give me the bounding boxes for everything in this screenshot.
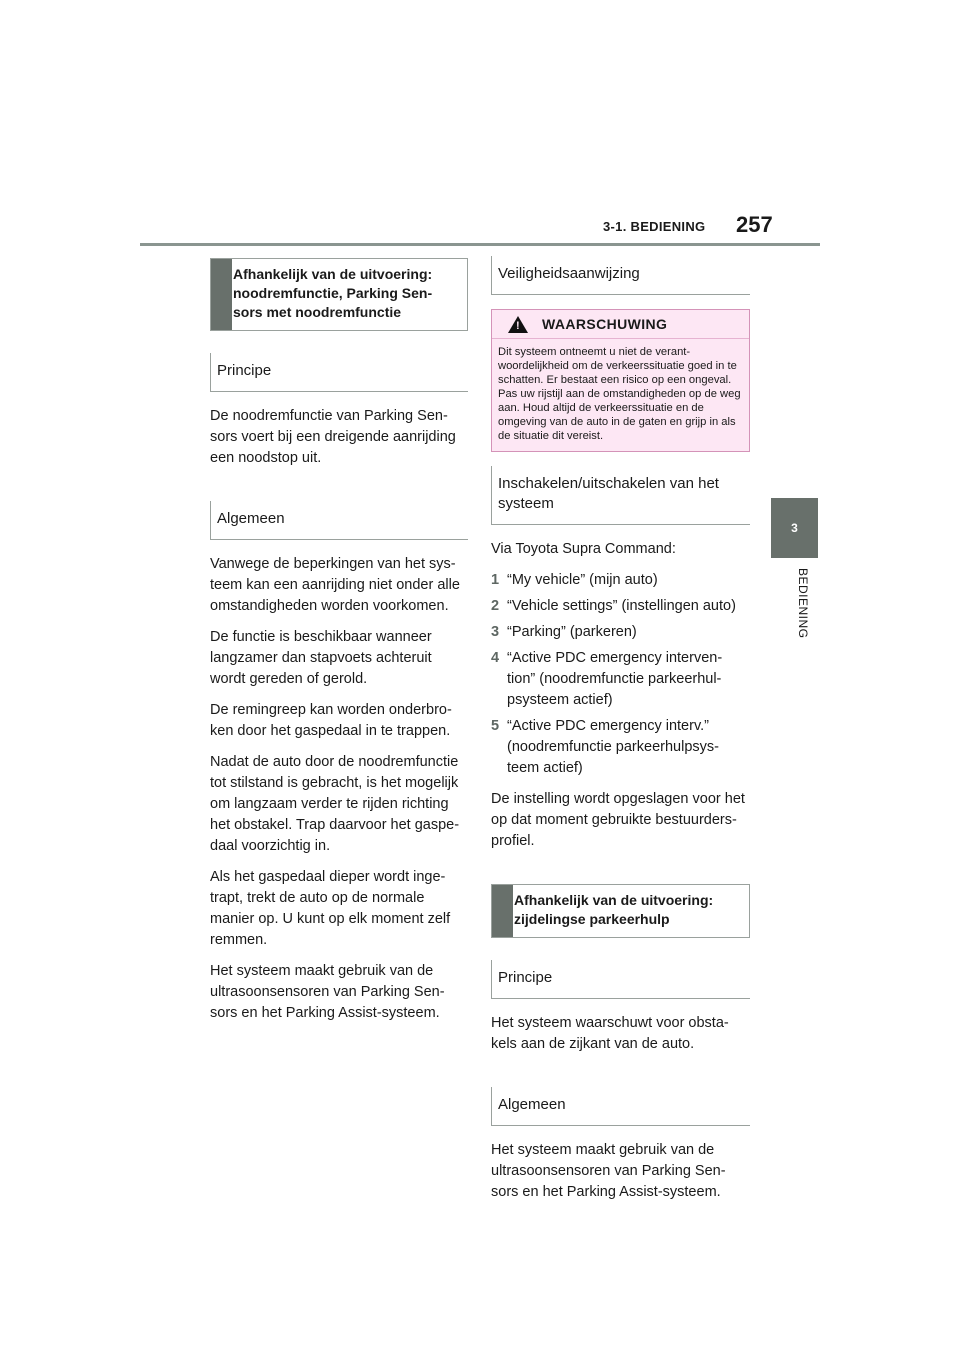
list-item: 5 “Active PDC emergency interv.” (noodremfunctie parkeerhulpsys-teem actief)	[491, 718, 719, 776]
warning-box	[491, 309, 750, 452]
paragraph: Het systeem maakt gebruik van de ultrasoonsensoren van Parking Sen-sors en het Parking Assist-systeem.	[491, 1142, 726, 1200]
paragraph: De functie is beschikbaar wanneer langzamer dan stapvoets achteruit wordt gereden of gerold.	[210, 629, 432, 687]
chapter-title-vertical: BEDIENING	[796, 568, 810, 639]
steps-list	[491, 570, 750, 779]
paragraph: Nadat de auto door de noodremfunctie tot stilstand is gebracht, is het mogelijk om langzaam verder te rijden richting het obstakel. Trap daarvoor het gaspe-daal voorzichtig in.	[210, 754, 460, 854]
paragraph: De noodremfunctie van Parking Sen-sors voert bij een dreigende aanrijding een noodstop uit.	[210, 408, 456, 466]
section-label: 3-1. BEDIENING	[603, 219, 706, 234]
heading-algemeen: Algemeen	[491, 1087, 750, 1126]
variant-line: noodremfunctie, Parking Sen-	[233, 285, 433, 301]
right-column	[491, 256, 750, 1213]
page-number: 257	[736, 212, 773, 237]
paragraph: De instelling wordt opgeslagen voor het op dat moment gebruikte bestuurders-profiel.	[491, 791, 745, 849]
heading-principe: Principe	[491, 960, 750, 999]
chapter-tab	[771, 498, 818, 558]
list-item: 2 “Vehicle settings” (instellingen auto)	[491, 598, 736, 614]
header-rule	[140, 243, 820, 246]
variant-line: Afhankelijk van de uitvoering:	[514, 892, 714, 908]
variant-box	[491, 884, 750, 938]
list-item: 3 “Parking” (parkeren)	[491, 624, 637, 640]
heading-inschakelen: Inschakelen/uitschakelen van het systeem	[491, 466, 750, 525]
list-item: 1 “My vehicle” (mijn auto)	[491, 572, 658, 588]
warning-triangle-icon: !	[508, 316, 528, 333]
paragraph: Het systeem waarschuwt voor obsta-kels aan de zijkant van de auto.	[491, 1015, 729, 1052]
heading-principe: Principe	[210, 353, 468, 392]
warning-header	[492, 310, 749, 339]
heading-veiligheid: Veiligheidsaanwijzing	[491, 256, 750, 295]
variant-box	[210, 258, 468, 331]
warning-text: Dit systeem ontneemt u niet de verant-woordelijkheid om de verkeerssituatie goed in te schatten. Er bestaat een risico op een ongeval. Pas uw rijstijl aan de omstandigheden op de weg aan. Houd altijd de verkeerssituatie en de omgeving van de auto in de gaten en grijp in als de situatie dit vereist.	[498, 346, 741, 442]
paragraph: Via Toyota Supra Command:	[491, 541, 676, 557]
chapter-number: 3	[791, 521, 798, 535]
paragraph: Vanwege de beperkingen van het sys-teem kan een aanrijding niet onder alle omstandigheden worden voorkomen.	[210, 556, 460, 614]
variant-line: Afhankelijk van de uitvoering:	[233, 266, 433, 282]
paragraph: Als het gaspedaal dieper wordt inge-trapt, trekt de auto op de normale manier op. U kunt op elk moment zelf remmen.	[210, 869, 451, 948]
left-column	[210, 258, 468, 1034]
variant-line: zijdelingse parkeerhulp	[514, 911, 670, 927]
warning-title: WAARSCHUWING	[542, 316, 668, 332]
heading-algemeen: Algemeen	[210, 501, 468, 540]
list-item: 4 “Active PDC emergency interven-tion” (noodremfunctie parkeerhul-psysteem actief)	[491, 650, 723, 708]
variant-line: sors met noodremfunctie	[233, 304, 402, 320]
paragraph: Het systeem maakt gebruik van de ultrasoonsensoren van Parking Sen-sors en het Parking Assist-systeem.	[210, 963, 445, 1021]
paragraph: De remingreep kan worden onderbro-ken door het gaspedaal in te trappen.	[210, 702, 452, 739]
